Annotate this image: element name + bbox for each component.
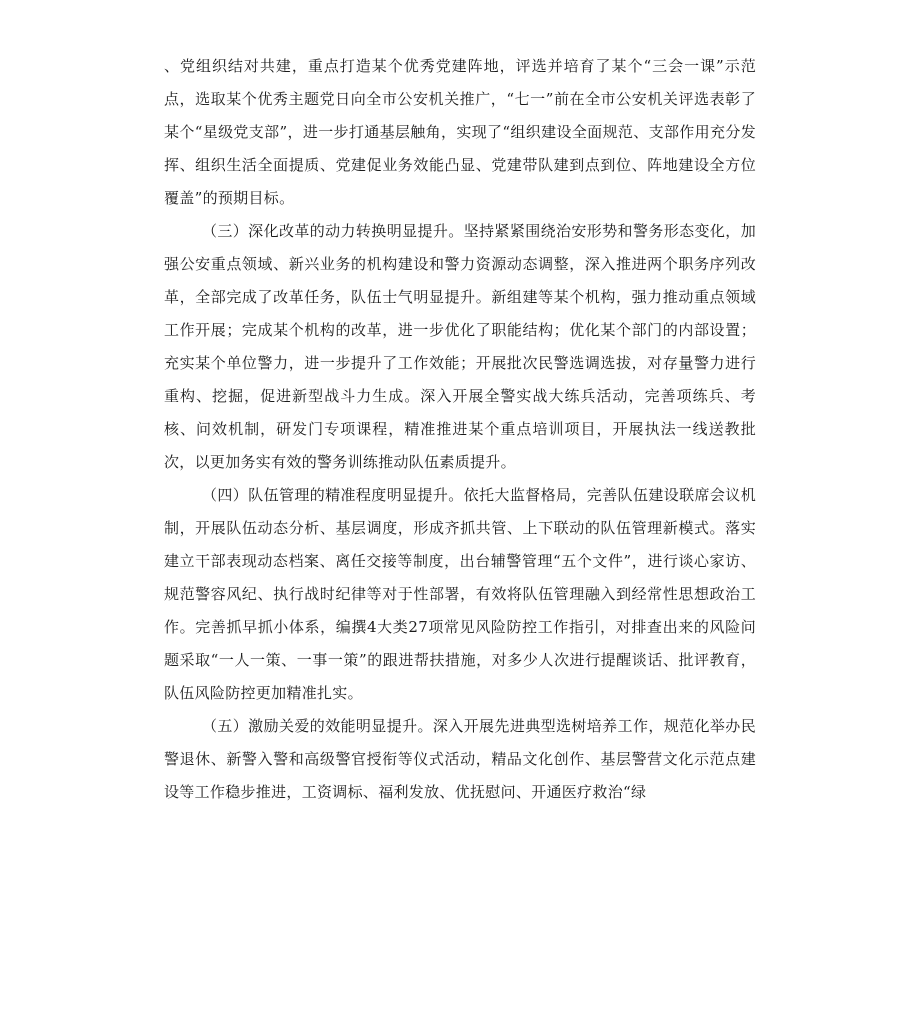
paragraph-section-three-reform: （三）深化改革的动力转换明显提升。坚持紧紧围绕治安形势和警务形态变化，加强公安重点领域、新兴业务的机构建设和警力资源动态调整，深入推进两个职务序列改革，全部完成了改革任务，队伍士气明显提升。新组建等某个机构，强力推动重点领域工作开展；完成某个机构的改革，进一步优化了职能结构；优化某个部门的内部设置；充实某个单位警力，进一步提升了工作效能；开展批次民警选调选拔，对存量警力进行重构、挖掘，促进新型战斗力生成。深入开展全警实战大练兵活动，完善项练兵、考核、问效机制，研发门专项课程，精准推进某个重点培训项目，开展执法一线送教批次，以更加务实有效的警务训练推动队伍素质提升。 bbox=[164, 222, 756, 471]
paragraph-party-building-continued: 、党组织结对共建，重点打造某个优秀党建阵地，评选并培育了某个“三会一课”示范点，选取某个优秀主题党日向全市公安机关推广，“七一”前在全市公安机关评选表彰了某个“星级党支部”，进一步打通基层触角，实现了“组织建设全面规范、支部作用充分发挥、组织生活全面提质、党建促业务效能凸显、党建带队建到点到位、阵地建设全方位覆盖”的预期目标。 bbox=[164, 57, 756, 207]
document-body bbox=[164, 50, 756, 809]
paragraph-section-four-management: （四）队伍管理的精准程度明显提升。依托大监督格局，完善队伍建设联席会议机制，开展队伍动态分析、基层调度，形成齐抓共管、上下联动的队伍管理新模式。落实建立干部表现动态档案、离任交接等制度，出台辅警管理“五个文件”，进行谈心家访、规范警容风纪、执行战时纪律等对于性部署，有效将队伍管理融入到经常性思想政治工作。完善抓早抓小体系，编撰4大类27项常见风险防控工作指引，对排查出来的风险问题采取“一人一策、一事一策”的跟进帮扶措施，对多少人次进行提醒谈话、批评教育，队伍风险防控更加精准扎实。 bbox=[164, 486, 756, 702]
paragraph-section-five-incentives: （五）激励关爱的效能明显提升。深入开展先进典型选树培养工作，规范化举办民警退休、新警入警和高级警官授衔等仪式活动，精品文化创作、基层警营文化示范点建设等工作稳步推进，工资调标、福利发放、优抚慰问、开通医疗救治“绿 bbox=[164, 717, 756, 801]
